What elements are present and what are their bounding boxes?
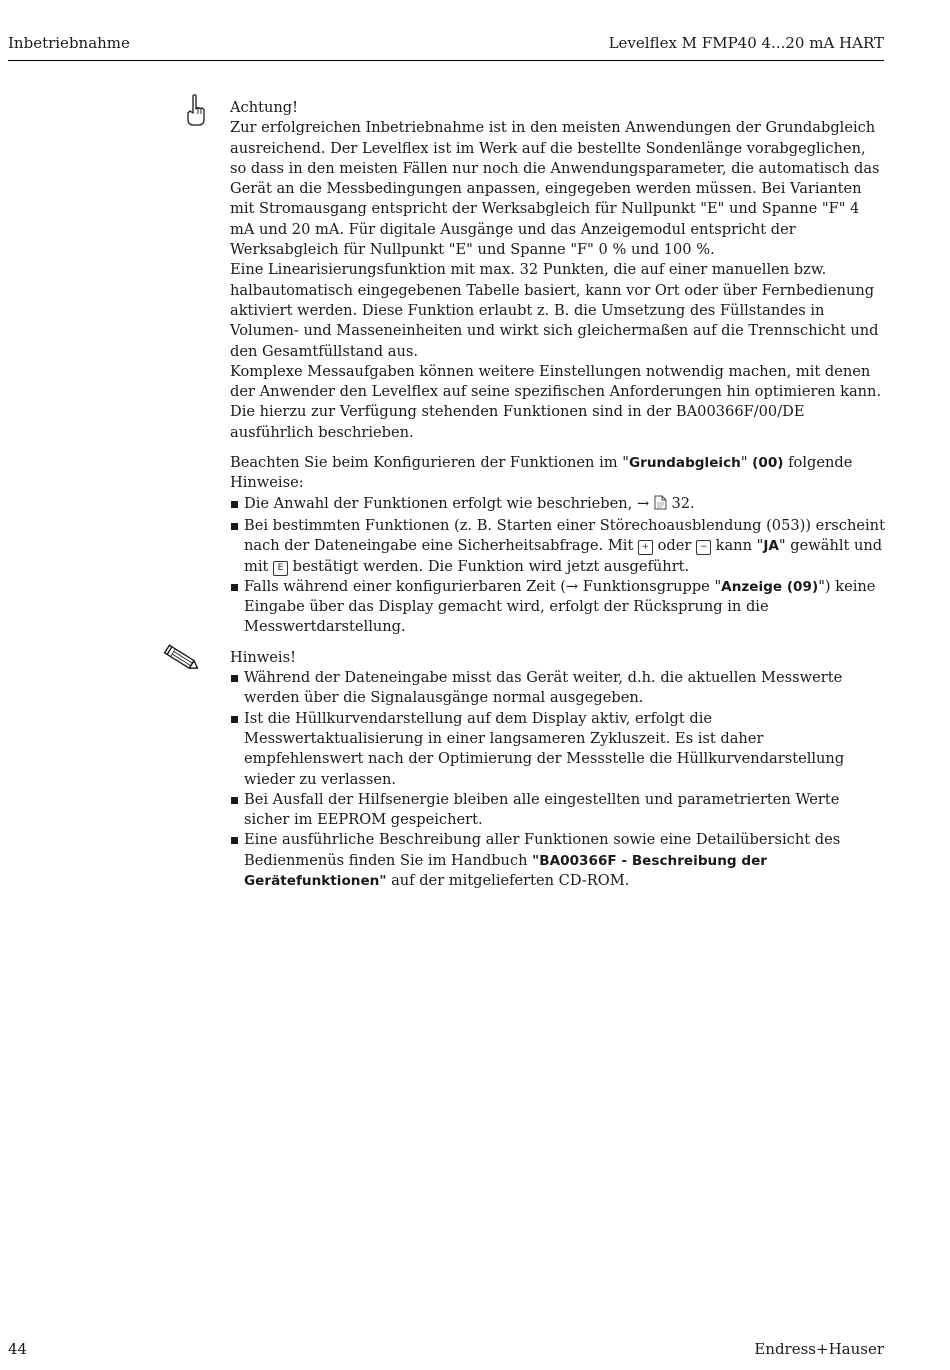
list-item: Eine ausführliche Beschreibung aller Funktionen sowie eine Detailübersicht des Bedienmenüs finden Sie im Handbuch "BA00366F - Beschreibung der Gerätefunktionen" auf der mitgelieferten CD-ROM. — [230, 830, 885, 891]
page-header — [8, 30, 884, 61]
caution-block — [230, 98, 885, 638]
list-item: Die Anwahl der Funktionen erfolgt wie beschrieben, → 32. — [230, 494, 885, 516]
list-item: Während der Dateneingabe misst das Gerät weiter, d.h. die aktuellen Messwerte werden über die Signalausgänge normal ausgegeben. — [230, 668, 885, 709]
page-number: 44 — [8, 1340, 28, 1358]
list-item: Ist die Hüllkurvendarstellung auf dem Display aktiv, erfolgt die Messwertaktualisierung in einer langsameren Zykluszeit. Es ist daher empfehlenswert nach der Optimierung der Messstelle die Hüllkurvendarstellung wieder zu verlassen. — [230, 709, 885, 790]
list-item: Bei bestimmten Funktionen (z. B. Starten einer Störechoausblendung (053)) erscheint nach der Dateneingabe eine Sicherheitsabfrage. Mit + oder − kann "JA" gewählt und mit E bestätigt werden. Die Funktion wird jetzt ausgeführt. — [230, 516, 885, 577]
main-content — [230, 98, 885, 891]
enter-key-icon: E — [273, 561, 288, 576]
minus-key-icon: − — [696, 540, 711, 555]
page-reference-number: 32. — [671, 494, 695, 512]
config-hints-list — [230, 494, 885, 638]
header-product-name: Levelflex M FMP40 4...20 mA HART — [608, 34, 884, 52]
pencil-icon — [162, 644, 202, 680]
plus-key-icon: + — [638, 540, 653, 555]
anzeige-label: Anzeige (09) — [721, 578, 819, 595]
brand-name: Endress+Hauser — [754, 1340, 884, 1358]
pointing-hand-icon — [184, 94, 208, 134]
caution-paragraph: Eine Linearisierungsfunktion mit max. 32 Punkten, die auf einer manuellen bzw. halbautomatisch eingegebenen Tabelle basiert, kann vor Ort oder über Fernbedienung aktiviert werden. Diese Funktion erlaubt z. B. die Umsetzung des Füllstandes in Volumen- und Masseneinheiten und wirkt sich gleichermaßen auf die Trennschicht und den Gesamtfüllstand aus. — [230, 261, 879, 360]
list-item: Falls während einer konfigurierbaren Zeit (→ Funktionsgruppe "Anzeige (09)") keine Eingabe über das Display gemacht wird, erfolgt der Rücksprung in die Messwertdarstellung. — [230, 577, 885, 638]
note-list — [230, 668, 885, 891]
header-section-title: Inbetriebnahme — [8, 34, 130, 52]
caution-title: Achtung! — [230, 99, 298, 116]
note-block — [230, 648, 885, 892]
caution-paragraph: Komplexe Messaufgaben können weitere Einstellungen notwendig machen, mit denen der Anwender den Levelflex auf seine spezifischen Anforderungen hin optimieren kann. Die hierzu zur Verfügung stehenden Funktionen sind in der BA00366F/00/DE ausführlich beschrieben. — [230, 362, 882, 441]
page-reference-icon — [654, 495, 667, 516]
caution-paragraph: Zur erfolgreichen Inbetriebnahme ist in den meisten Anwendungen der Grundabgleich ausreichend. Der Levelflex ist im Werk auf die bestellte Sondenlänge vorabgeglichen, so dass in den meisten Fällen nur noch die Anwendungsparameter, die automatisch das Gerät an die Messbedingungen anpassen, eingegeben werden müssen. Bei Varianten mit Stromausgang entspricht der Werksabgleich für Nullpunkt "E" und Spanne "F" 4 mA und 20 mA. Für digitale Ausgänge und das Anzeigemodul entspricht der Werksabgleich für Nullpunkt "E" und Spanne "F" 0 % und 100 %. — [230, 119, 880, 259]
config-intro: Beachten Sie beim Konfigurieren der Funktionen im "Grundabgleich" (00) folgende Hinweise: — [230, 454, 853, 492]
ja-label: JA — [763, 538, 779, 555]
manual-reference: "BA00366F - Beschreibung der Gerätefunktionen" — [244, 852, 768, 889]
note-title: Hinweis! — [230, 648, 296, 666]
group-number: (00) — [752, 455, 784, 472]
list-item: Bei Ausfall der Hilfsenergie bleiben alle eingestellten und parametrierten Werte sicher im EEPROM gespeichert. — [230, 790, 885, 831]
grundabgleich-label: Grundabgleich — [628, 455, 741, 472]
